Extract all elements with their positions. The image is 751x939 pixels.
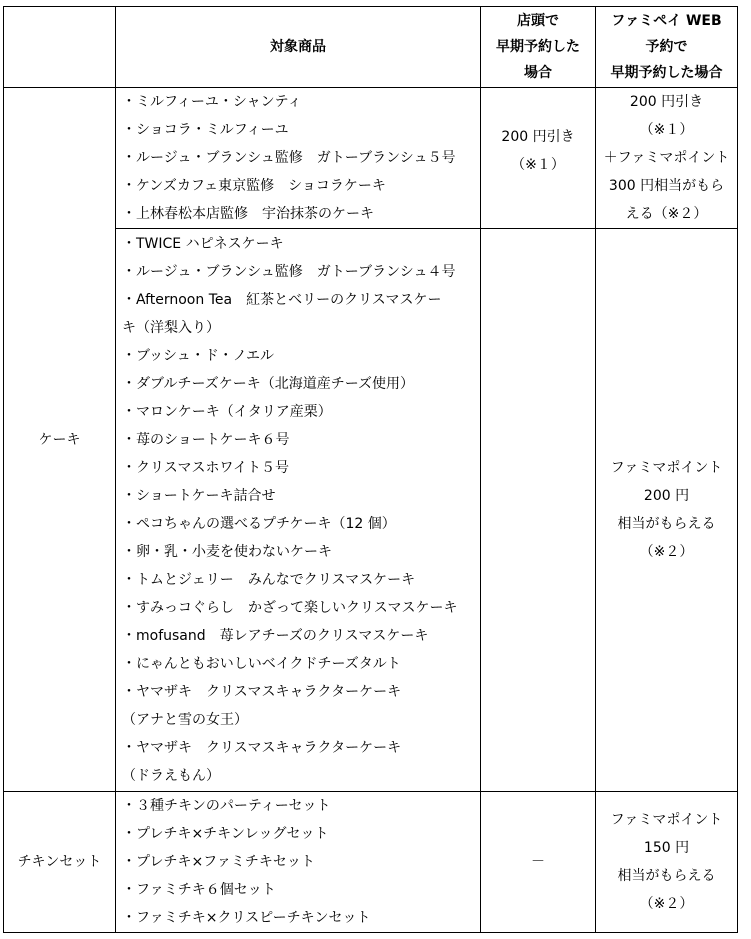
benefit-line: 150 円 bbox=[643, 840, 690, 856]
list-item: ・３種チキンのパーティーセット bbox=[122, 798, 331, 814]
benefit-line: ＋ファミマポイント bbox=[603, 150, 730, 166]
web-benefit bbox=[596, 792, 738, 933]
benefit-line: （※１） bbox=[511, 157, 565, 173]
list-item: ・すみっコぐらし かざって楽しいクリスマスケーキ bbox=[122, 600, 458, 616]
store-benefit bbox=[481, 88, 596, 229]
benefit-line: ファミマポイント bbox=[610, 812, 723, 828]
list-item: ・ルージュ・ブランシュ監修 ガトーブランシュ４号 bbox=[122, 264, 456, 280]
header-category bbox=[4, 7, 116, 88]
web-benefit bbox=[596, 88, 738, 229]
items-cell bbox=[116, 229, 481, 792]
list-item: ・卵・乳・小麦を使わないケーキ bbox=[122, 544, 332, 560]
list-item: ・ペコちゃんの選べるプチケーキ（12 個） bbox=[122, 516, 396, 532]
list-item: ・ルージュ・ブランシュ監修 ガトーブランシュ５号 bbox=[122, 150, 456, 166]
list-item: ・ファミチキ×クリスピーチキンセット bbox=[122, 910, 371, 926]
list-item: （アナと雪の女王） bbox=[122, 712, 248, 728]
header-web-line: 予約で bbox=[645, 39, 688, 55]
items-cell bbox=[116, 88, 481, 229]
list-item: ・Afternoon Tea 紅茶とベリーのクリスマスケー bbox=[122, 292, 442, 308]
list-item: ・プレチキ×ファミチキセット bbox=[122, 854, 315, 870]
benefit-line: 200 円引き bbox=[501, 129, 575, 145]
list-item: ・上林春松本店監修 宇治抹茶のケーキ bbox=[122, 206, 374, 222]
header-web-line: 早期予約した場合 bbox=[610, 65, 723, 81]
table-row bbox=[4, 88, 738, 229]
benefit-line: 200 円 bbox=[643, 488, 690, 504]
list-item: ・ヤマザキ クリスマスキャラクターケーキ bbox=[122, 684, 402, 700]
benefit-line: （※１） bbox=[639, 122, 694, 138]
category-cake: ケーキ bbox=[4, 88, 116, 792]
benefit-line: 相当がもらえる bbox=[617, 516, 716, 532]
list-item: ・クリスマスホワイト５号 bbox=[122, 460, 290, 476]
benefit-line: （※２） bbox=[639, 896, 694, 912]
list-item: ・マロンケーキ（イタリア産栗） bbox=[122, 404, 332, 420]
list-item: ・ヤマザキ クリスマスキャラクターケーキ bbox=[122, 740, 402, 756]
header-store-line: 店頭で bbox=[517, 13, 559, 29]
benefit-line: 200 円引き bbox=[629, 94, 704, 110]
list-item: （ドラえもん） bbox=[122, 768, 220, 784]
list-item: ・ショートケーキ詰合せ bbox=[122, 488, 276, 504]
list-item: ・ブッシュ・ド・ノエル bbox=[122, 348, 275, 364]
list-item: ・にゃんともおいしいベイクドチーズタルト bbox=[122, 656, 401, 672]
header-web-line: ファミペイ WEB bbox=[611, 13, 722, 29]
benefit-line: ファミマポイント bbox=[610, 460, 723, 476]
list-item: ・ショコラ・ミルフィーユ bbox=[122, 122, 289, 138]
campaign-table bbox=[3, 6, 738, 933]
header-items: 対象商品 bbox=[116, 7, 481, 88]
header-store-line: 場合 bbox=[524, 65, 552, 81]
benefit-line: える（※２） bbox=[625, 206, 708, 222]
list-item: ・プレチキ×チキンレッグセット bbox=[122, 826, 329, 842]
list-item: ・TWICE ハピネスケーキ bbox=[122, 236, 284, 252]
list-item: キ（洋梨入り） bbox=[122, 320, 220, 336]
list-item: ・ダブルチーズケーキ（北海道産チーズ使用） bbox=[122, 376, 415, 392]
list-item: ・ケンズカフェ東京監修 ショコラケーキ bbox=[122, 178, 386, 194]
list-item: ・mofusand 苺レアチーズのクリスマスケーキ bbox=[122, 628, 429, 644]
benefit-line: （※２） bbox=[639, 544, 694, 560]
benefit-line: 300 円相当がもら bbox=[608, 178, 725, 194]
benefit-line: － bbox=[531, 854, 545, 870]
header-store-line: 早期予約した bbox=[496, 39, 580, 55]
items-cell bbox=[116, 792, 481, 933]
store-benefit bbox=[481, 792, 596, 933]
store-benefit bbox=[481, 229, 596, 792]
list-item: ・トムとジェリー みんなでクリスマスケーキ bbox=[122, 572, 416, 588]
header-row bbox=[4, 7, 738, 88]
list-item: ・苺のショートケーキ６号 bbox=[122, 432, 290, 448]
header-store bbox=[481, 7, 596, 88]
list-item: ・ミルフィーユ・シャンティ bbox=[122, 94, 302, 110]
table-row bbox=[4, 792, 738, 933]
list-item: ・ファミチキ６個セット bbox=[122, 882, 276, 898]
web-benefit bbox=[596, 229, 738, 792]
benefit-line: 相当がもらえる bbox=[617, 868, 716, 884]
category-chicken: チキンセット bbox=[4, 792, 116, 933]
header-web bbox=[596, 7, 738, 88]
